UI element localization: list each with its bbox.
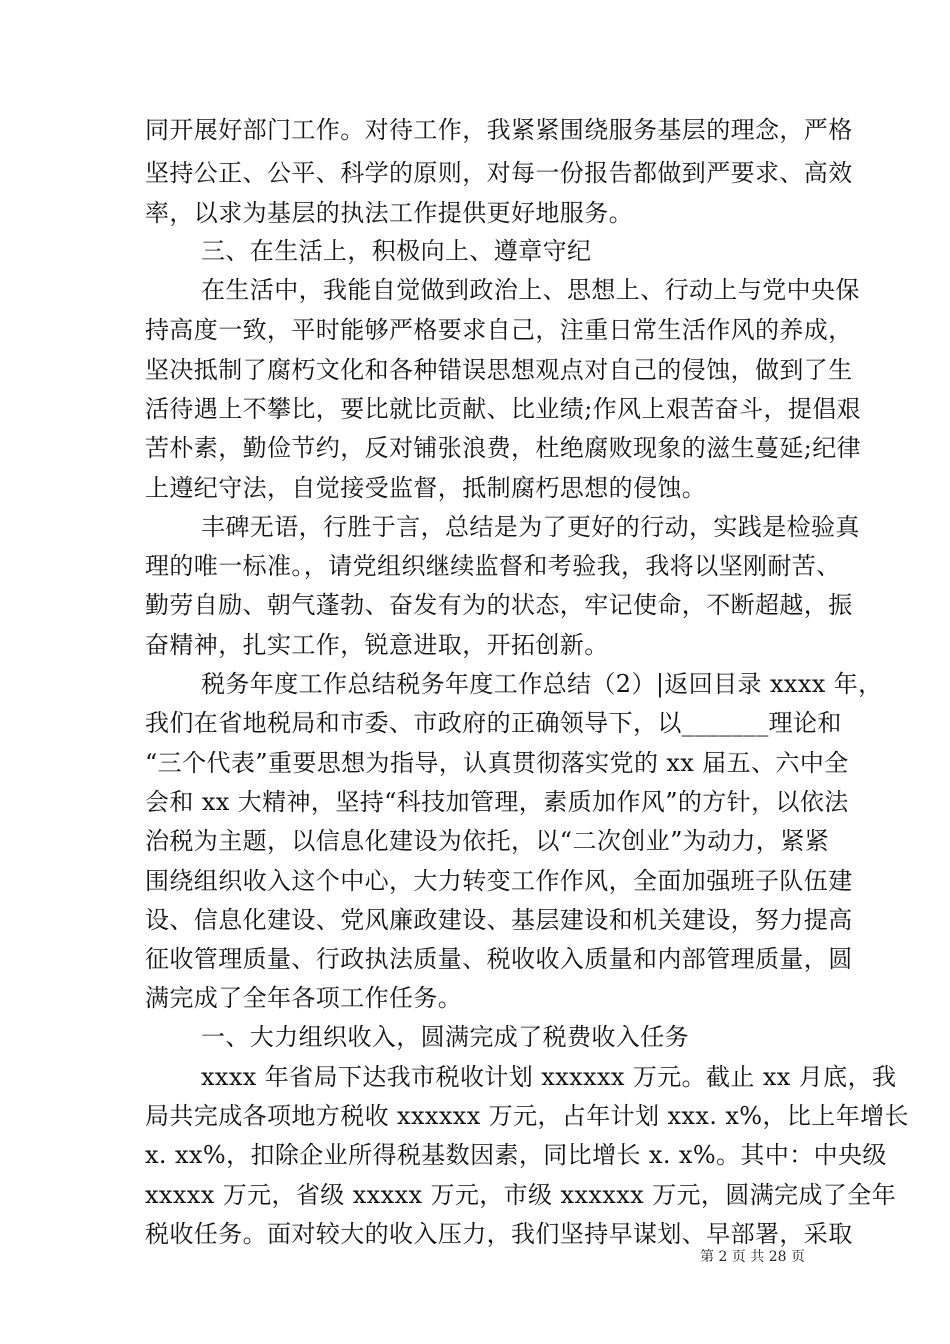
text-line: 持高度一致，平时能够严格要求自己，注重日常生活作风的养成， <box>145 316 853 344</box>
text-line: 围绕组织收入这个中心，大力转变工作作风，全面加强班子队伍建 <box>145 867 853 895</box>
text-line: 我们在省地税局和市委、市政府的正确领导下，以_______理论和 <box>145 709 842 737</box>
text-line: “三个代表”重要思想为指导，认真贯彻落实党的 xx 届五、六中全 <box>145 749 849 777</box>
text-line: 税务年度工作总结税务年度工作总结（2）|返回目录 xxxx 年， <box>201 670 883 698</box>
text-line: 设、信息化建设、党风廉政建设、基层建设和机关建设，努力提高 <box>145 906 853 934</box>
text-line: 勤劳自励、朝气蓬勃、奋发有为的状态，牢记使命，不断超越，振 <box>145 591 853 619</box>
page-footer: 第 2 页 共 28 页 <box>700 1249 805 1265</box>
text-line: 苦朴素，勤俭节约，反对铺张浪费，杜绝腐败现象的滋生蔓延;纪律 <box>145 434 862 462</box>
text-line: x. xx%，扣除企业所得税基数因素，同比增长 x. x%。其中：中央级 <box>145 1141 887 1169</box>
text-line: 活待遇上不攀比，要比就比贡献、比业绩;作风上艰苦奋斗，提倡艰 <box>145 395 862 423</box>
text-line: xxxxx 万元，省级 xxxxx 万元，市级 xxxxxx 万元，圆满完成了全年 <box>145 1181 897 1209</box>
text-line: 理的唯一标准。，请党组织继续监督和考验我，我将以坚刚耐苦、 <box>145 552 841 580</box>
text-line: 会和 xx 大精神，坚持“科技加管理，素质加作风”的方针，以依法 <box>145 788 849 816</box>
text-line: xxxx 年省局下达我市税收计划 xxxxxx 万元。截止 xx 月底，我 <box>201 1063 897 1091</box>
text-line: 丰碑无语，行胜于言，总结是为了更好的行动，实践是检验真 <box>201 513 860 541</box>
text-line: 坚决抵制了腐朽文化和各种错误思想观点对自己的侵蚀，做到了生 <box>145 356 853 384</box>
text-line: 在生活中，我能自觉做到政治上、思想上、行动上与党中央保 <box>201 276 860 304</box>
text-line: 满完成了全年各项工作任务。 <box>145 984 463 1012</box>
text-line: 同开展好部门工作。对待工作，我紧紧围绕服务基层的理念，严格 <box>145 116 853 144</box>
text-line: 率，以求为基层的执法工作提供更好地服务。 <box>145 199 633 227</box>
text-line: 局共完成各项地方税收 xxxxxx 万元，占年计划 xxx. x%，比上年增长 <box>145 1102 909 1130</box>
section-heading: 一、大力组织收入，圆满完成了税费收入任务 <box>201 1023 689 1051</box>
text-line: 税收任务。面对较大的收入压力，我们坚持早谋划、早部署，采取 <box>145 1220 853 1248</box>
section-heading: 三、在生活上，积极向上、遵章守纪 <box>201 237 592 265</box>
text-line: 治税为主题，以信息化建设为依托，以“二次创业”为动力，紧紧 <box>145 827 830 855</box>
text-line: 征收管理质量、行政执法质量、税收收入质量和内部管理质量，圆 <box>145 945 853 973</box>
text-line: 奋精神，扎实工作，锐意进取，开拓创新。 <box>145 631 609 659</box>
text-line: 上遵纪守法，自觉接受监督，抵制腐朽思想的侵蚀。 <box>145 474 707 502</box>
text-line: 坚持公正、公平、科学的原则，对每一份报告都做到严要求、高效 <box>145 159 853 187</box>
